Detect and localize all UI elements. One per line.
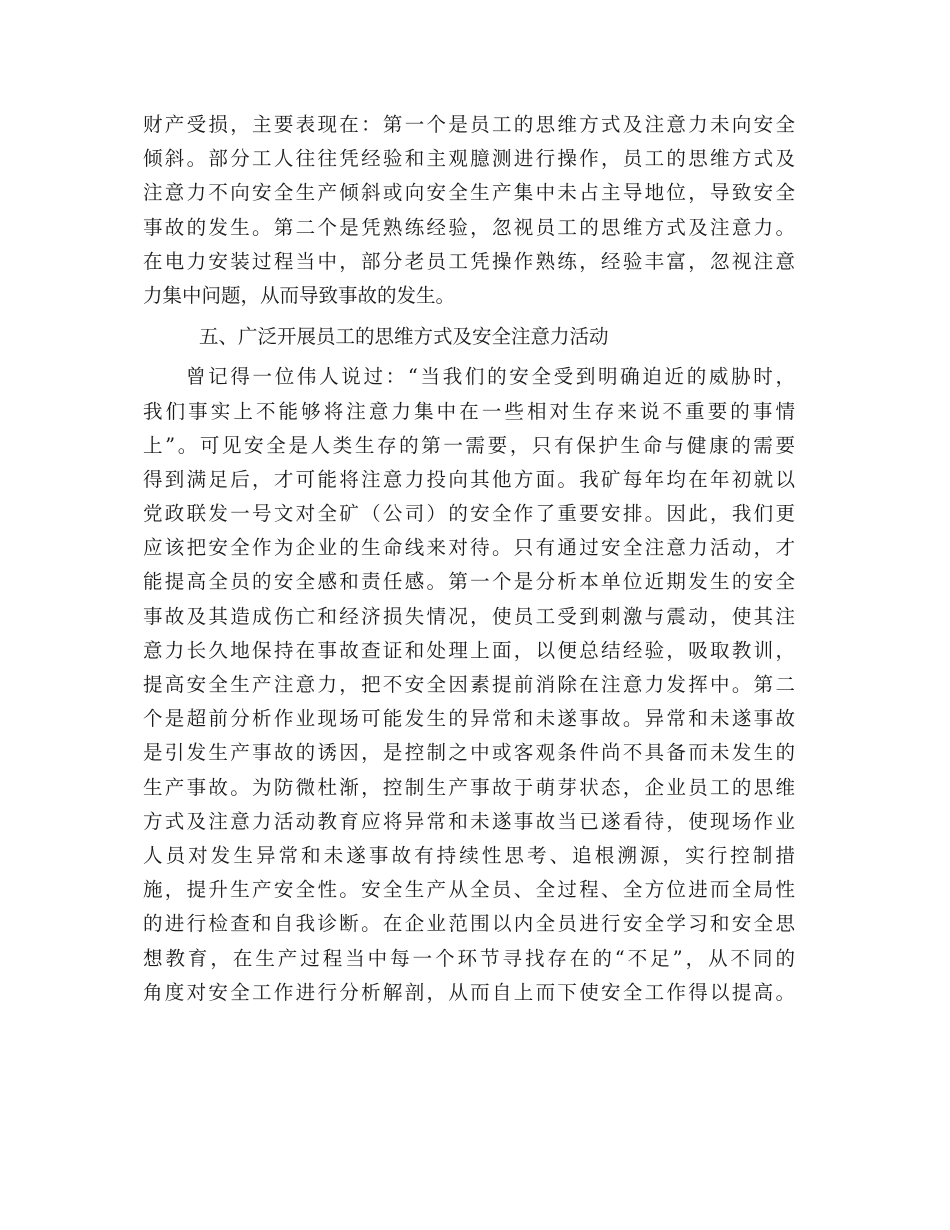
- paragraph-2: [143, 360, 795, 1010]
- paragraph-line: 注意力不向安全生产倾斜或向安全生产集中未占主导地位，导致安全: [143, 181, 795, 205]
- paragraph-line: 应该把安全作为企业的生命线来对待。只有通过安全注意力活动，才: [143, 536, 795, 560]
- paragraph-line: 角度对安全工作进行分析解剖，从而自上而下使安全工作得以提高。: [143, 980, 795, 1004]
- document-page: [143, 108, 795, 1010]
- paragraph-line: 倾斜。部分工人往往凭经验和主观臆测进行操作，员工的思维方式及: [143, 147, 795, 171]
- paragraph-1: [143, 108, 795, 313]
- paragraph-line: 施，提升生产安全性。安全生产从全员、全过程、全方位进而全局性: [143, 878, 795, 902]
- paragraph-line: 能提高全员的安全感和责任感。第一个是分析本单位近期发生的安全: [143, 570, 795, 594]
- paragraph-line: 我们事实上不能够将注意力集中在一些相对生存来说不重要的事情: [143, 399, 795, 423]
- paragraph-line: 上”。可见安全是人类生存的第一需要，只有保护生命与健康的需要: [143, 433, 795, 457]
- paragraph-line: 提高安全生产注意力，把不安全因素提前消除在注意力发挥中。第二: [143, 673, 795, 696]
- paragraph-line: 事故及其造成伤亡和经济损失情况，使员工受到刺激与震动，使其注: [143, 604, 795, 628]
- paragraph-line: 得到满足后，才可能将注意力投向其他方面。我矿每年均在年初就以: [143, 467, 795, 491]
- paragraph-line: 生产事故。为防微杜渐，控制生产事故于萌芽状态，企业员工的思维: [143, 775, 795, 799]
- paragraph-line: 党政联发一号文对全矿（公司）的安全作了重要安排。因此，我们更: [143, 502, 795, 526]
- paragraph-line: 曾记得一位伟人说过：“当我们的安全受到明确迫近的威胁时，: [186, 365, 795, 389]
- section-heading: 五、广泛开展员工的思维方式及安全注意力活动: [199, 325, 609, 349]
- paragraph-line: 事故的发生。第二个是凭熟练经验，忽视员工的思维方式及注意力。: [143, 215, 795, 239]
- paragraph-line: 力集中问题，从而导致事故的发生。: [143, 283, 456, 307]
- paragraph-line: 方式及注意力活动教育应将异常和未遂事故当已遂看待，使现场作业: [143, 809, 795, 833]
- paragraph-line: 个是超前分析作业现场可能发生的异常和未遂事故。异常和未遂事故: [143, 707, 795, 731]
- paragraph-line: 财产受损，主要表现在：第一个是员工的思维方式及注意力未向安全: [143, 113, 795, 136]
- paragraph-line: 人员对发生异常和未遂事故有持续性思考、追根溯源，实行控制措: [143, 843, 795, 867]
- paragraph-line: 在电力安装过程当中，部分老员工凭操作熟练，经验丰富，忽视注意: [143, 249, 795, 273]
- paragraph-line: 想教育，在生产过程当中每一个环节寻找存在的“不足”，从不同的: [143, 946, 795, 970]
- paragraph-line: 是引发生产事故的诱因，是控制之中或客观条件尚不具备而未发生的: [143, 741, 795, 765]
- paragraph-line: 意力长久地保持在事故查证和处理上面，以便总结经验，吸取教训，: [143, 638, 795, 662]
- paragraph-line: 的进行检查和自我诊断。在企业范围以内全员进行安全学习和安全思: [143, 912, 795, 936]
